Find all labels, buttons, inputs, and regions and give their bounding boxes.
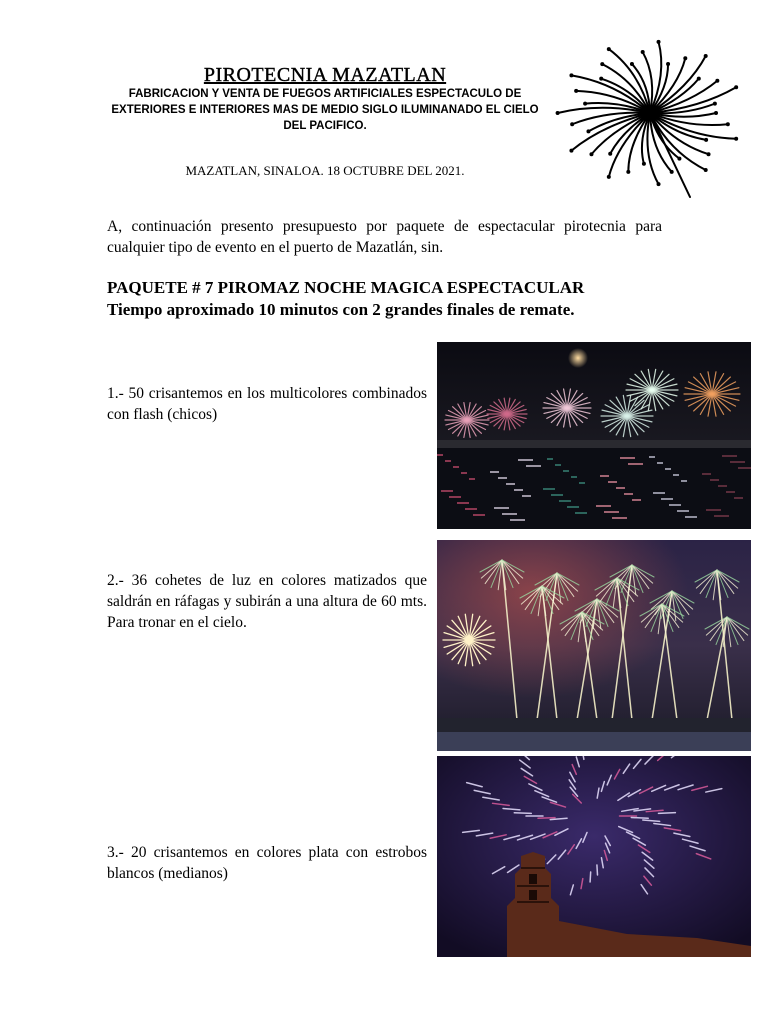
item-3-description: 3.- 20 crisantemos en colores plata con estrobos blancos (medianos)	[107, 844, 427, 882]
fireworks-over-church-photo	[437, 756, 751, 957]
package-subtitle: Tiempo aproximado 10 minutos con 2 grandes finales de remate.	[107, 300, 575, 319]
dateline: MAZATLAN, SINALOA. 18 OCTUBRE DEL 2021.	[185, 163, 465, 178]
item-1-description: 1.- 50 crisantemos en los multicolores combinados con flash (chicos)	[107, 385, 427, 423]
brand-title: PIROTECNIA MAZATLAN	[203, 64, 447, 86]
item-2-description: 2.- 36 cohetes de luz en colores matizados que saldrán en ráfagas y subirán a una altura de 60 mts. Para tronar en el cielo.	[107, 572, 427, 631]
fireworks-rockets-photo	[437, 540, 751, 751]
fireworks-burst-icon	[553, 35, 748, 200]
intro-paragraph: A, continuación presento presupuesto por paquete de espectacular pirotecnia para cualquier tipo de evento en el puerto de Mazatlán, sin.	[107, 218, 662, 256]
package-title: PAQUETE # 7 PIROMAZ NOCHE MAGICA ESPECTACULAR	[107, 278, 585, 297]
brand-tagline: FABRICACION Y VENTA DE FUEGOS ARTIFICIALES ESPECTACULO DE EXTERIORES E INTERIORES MAS DE MEDIO SIGLO ILUMINANADO EL CIELO DEL PACIFICO.	[111, 88, 539, 132]
fireworks-over-bay-photo	[437, 342, 751, 529]
